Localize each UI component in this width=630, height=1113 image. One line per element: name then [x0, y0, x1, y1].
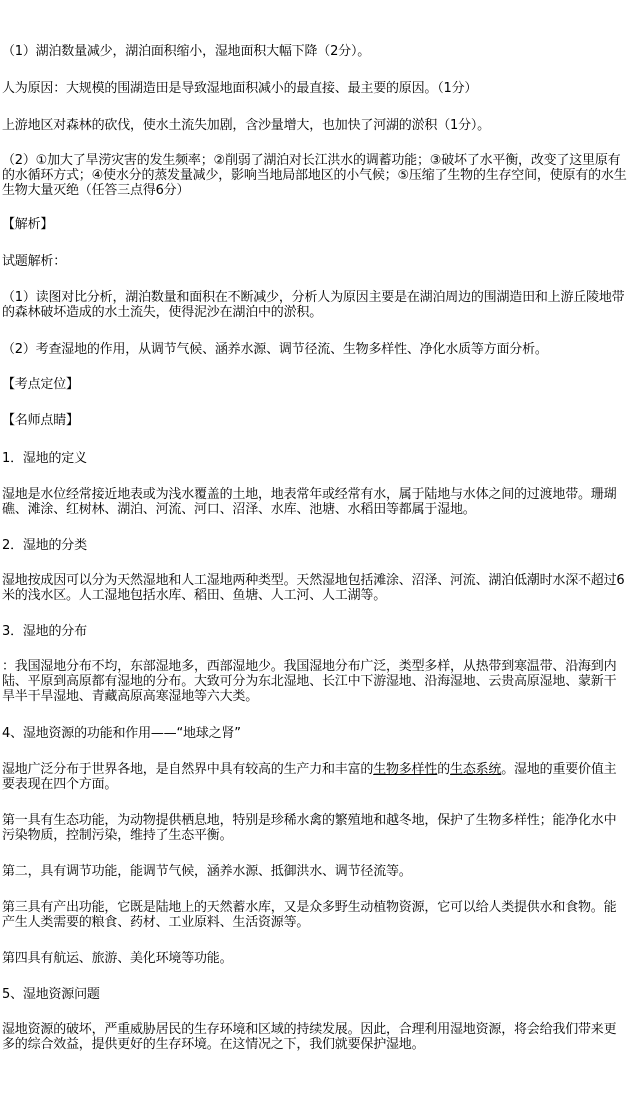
- analysis-label: 试题解析：: [2, 254, 67, 269]
- analysis-part2: （2）考查湿地的作用，从调节气候、涵养水源、调节径流、生物多样性、净化水质等方面分析。: [2, 342, 548, 357]
- intro-text-before: 湿地广泛分布于世界各地，是自然界中具有较高的生产力和丰富的: [2, 762, 374, 777]
- function-production: 第三具有产出功能，它既是陆地上的天然蓄水库，又是众多野生动植物资源，它可以给人类提供水和食物。能产生人类需要的粮食、药材、工业原料、生活资源等。: [2, 900, 617, 930]
- answer-part2: （2）①加大了旱涝灾害的发生频率；②削弱了湖泊对长江洪水的调蓄功能；③破坏了水平衡，改变了这里原有的水循环方式；④使水分的蒸发量减少，影响当地局部地区的小气候；⑤压缩了生物的生存空间，使原有的水生生物大量灭绝（任答三点得6分）: [2, 153, 627, 198]
- answer-part1-summary: （1）湖泊数量减少，湖泊面积缩小，湿地面积大幅下降（2分）。: [2, 44, 371, 59]
- intro-text-middle: 的: [437, 762, 451, 777]
- section-heading-teacher-tips: 【名师点睛】: [2, 413, 79, 428]
- section-heading-analysis: 【解析】: [2, 217, 54, 232]
- wetland-functions-intro: [2, 762, 628, 792]
- heading-wetland-classification: 2．湿地的分类: [2, 538, 87, 553]
- link-biodiversity[interactable]: 生物多样性: [373, 762, 438, 777]
- wetland-definition-text: 湿地是水位经常接近地表或为浅水覆盖的土地，地表常年或经常有水，属于陆地与水体之间的过渡地带。珊瑚礁、滩涂、红树林、湖泊、河流、河口、沼泽、水库、池塘、水稻田等都属于湿地。: [2, 487, 617, 517]
- heading-wetland-definition: 1．湿地的定义: [2, 451, 87, 466]
- intro-text-value: 湿地的重要价值主要表现在四个方面。: [2, 762, 617, 792]
- heading-wetland-functions: 4、湿地资源的功能和作用——“地球之肾”: [2, 726, 241, 741]
- heading-wetland-distribution: 3．湿地的分布: [2, 624, 87, 639]
- section-heading-topic: 【考点定位】: [2, 377, 79, 392]
- function-transport-tourism: 第四具有航运、旅游、美化环境等功能。: [2, 951, 233, 966]
- analysis-part1: （1）读图对比分析，湖泊数量和面积在不断减少，分析人为原因主要是在湖泊周边的围湖造田和上游丘陵地带的森林破坏造成的水土流失，使得泥沙在湖泊中的淤积。: [2, 290, 625, 320]
- wetland-problems-text: 湿地资源的破坏，严重威胁居民的生存环境和区域的持续发展。因此，合理利用湿地资源，将会给我们带来更多的综合效益，提供更好的生存环境。在这情况之下，我们就要保护湿地。: [2, 1022, 617, 1052]
- answer-upstream-cause: 上游地区对森林的砍伐，使水土流失加剧，含沙量增大，也加快了河湖的淤积（1分）。: [2, 118, 490, 133]
- answer-human-cause: 人为原因：大规模的围湖造田是导致湿地面积减小的最直接、最主要的原因。（1分）: [2, 81, 478, 96]
- function-regulating: 第二，具有调节功能，能调节气候，涵养水源、抵御洪水、调节径流等。: [2, 864, 412, 879]
- wetland-distribution-text: ：我国湿地分布不均，东部湿地多，西部湿地少。我国湿地分布广泛，类型多样，从热带到寒温带、沿海到内陆、平原到高原都有湿地的分布。大致可分为东北湿地、长江中下游湿地、沿海湿地、云贵高原湿地、蒙新干旱半干旱湿地、青藏高原高寒湿地等六大类。: [2, 659, 617, 704]
- link-ecosystem[interactable]: 生态系统: [450, 762, 502, 777]
- function-ecological: 第一具有生态功能，为动物提供栖息地，特别是珍稀水禽的繁殖地和越冬地，保护了生物多样性；能净化水中污染物质，控制污染，维持了生态平衡。: [2, 813, 617, 843]
- heading-wetland-problems: 5、湿地资源问题: [2, 987, 100, 1002]
- wetland-classification-text: 湿地按成因可以分为天然湿地和人工湿地两种类型。天然湿地包括滩涂、沼泽、河流、湖泊低潮时水深不超过6米的浅水区。人工湿地包括水库、稻田、鱼塘、人工河、人工湖等。: [2, 573, 625, 603]
- intro-text-after: 。: [501, 762, 515, 777]
